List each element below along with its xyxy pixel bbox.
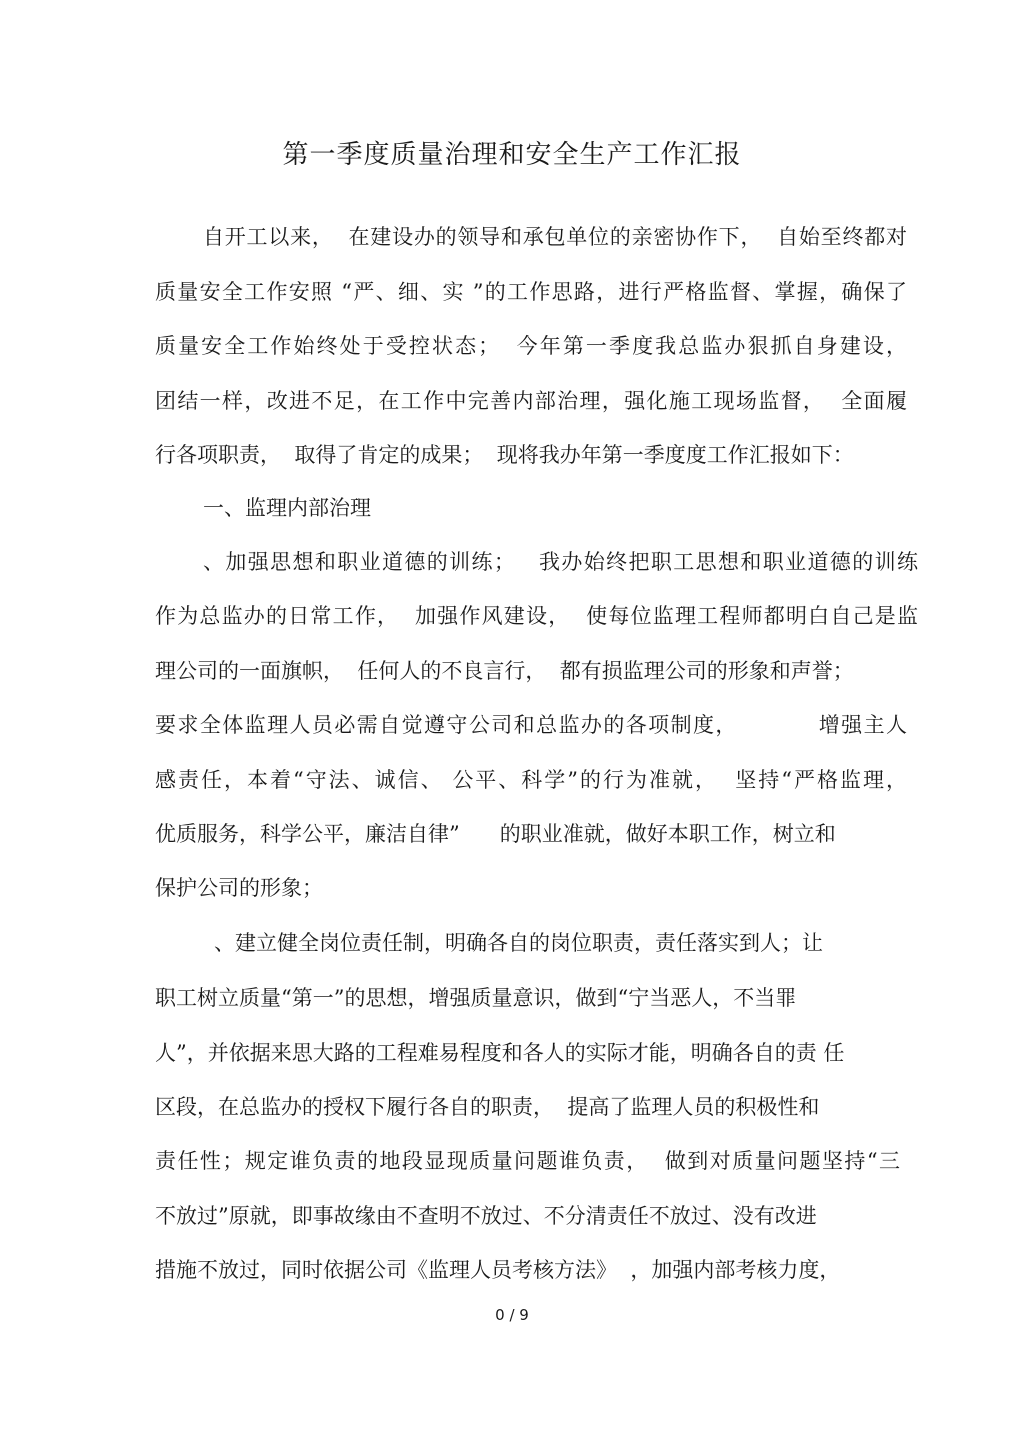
paragraph-line: 作为总监办的日常工作， 加强作风建设， 使每位监理工程师都明白自己是监 bbox=[155, 604, 918, 628]
paragraph-line: 质量安全工作始终处于受控状态； 今年第一季度我总监办狠抓自身建设， bbox=[155, 334, 907, 358]
paragraph-line: 职工树立质量“第一”的思想，增强质量意识，做到“宁当恶人，不当罪 bbox=[155, 986, 797, 1010]
paragraph-line: 感责任，本着“守法、诚信、 公平、科学”的行为准就， 坚持“严格监理， bbox=[155, 768, 907, 792]
paragraph-line: 保护公司的形象； bbox=[155, 876, 323, 900]
paragraph-line: 、加强思想和职业道德的训练； 我办始终把职工思想和职业道德的训练 bbox=[203, 550, 918, 574]
paragraph-line: 不放过”原就，即事故缘由不查明不放过、不分清责任不放过、没有改进 bbox=[155, 1204, 817, 1228]
paragraph-line: 措施不放过，同时依据公司《监理人员考核方法》 ，加强内部考核力度， bbox=[155, 1258, 841, 1282]
paragraph-line: 责任性；规定谁负责的地段显现质量问题谁负责， 做到对质量问题坚持“三 bbox=[155, 1149, 900, 1173]
document-title: 第一季度质量治理和安全生产工作汇报 bbox=[282, 140, 742, 170]
paragraph-line: 质量安全工作安照 “严、细、实 ”的工作思路，进行严格监督、掌握，确保了 bbox=[155, 280, 907, 304]
paragraph-line: 、建立健全岗位责任制，明确各自的岗位职责，责任落实到人；让 bbox=[214, 931, 823, 955]
paragraph-line: 行各项职责， 取得了肯定的成果； 现将我办年第一季度度工作汇报如下： bbox=[155, 443, 854, 467]
paragraph-line: 理公司的一面旗帜， 任何人的不良言行， 都有损监理公司的形象和声誉； bbox=[155, 659, 854, 683]
page-number: 0 / 9 bbox=[495, 1306, 529, 1324]
section-heading: 一、监理内部治理 bbox=[203, 496, 371, 520]
paragraph-line: 自开工以来， 在建设办的领导和承包单位的亲密协作下， 自始至终都对 bbox=[203, 225, 907, 249]
paragraph-line: 团结一样，改进不足，在工作中完善内部治理，强化施工现场监督， 全面履 bbox=[155, 389, 907, 413]
paragraph-line: 优质服务，科学公平，廉洁自律” 的职业准就，做好本职工作，树立和 bbox=[155, 822, 836, 846]
paragraph-line: 区段，在总监办的授权下履行各自的职责， 提高了监理人员的积极性和 bbox=[155, 1095, 820, 1119]
paragraph-line: 要求全体监理人员必需自觉遵守公司和总监办的各项制度， 增强主人 bbox=[155, 713, 907, 737]
paragraph-line: 人”，并依据来思大路的工程难易程度和各人的实际才能，明确各自的责 任 bbox=[155, 1041, 845, 1065]
